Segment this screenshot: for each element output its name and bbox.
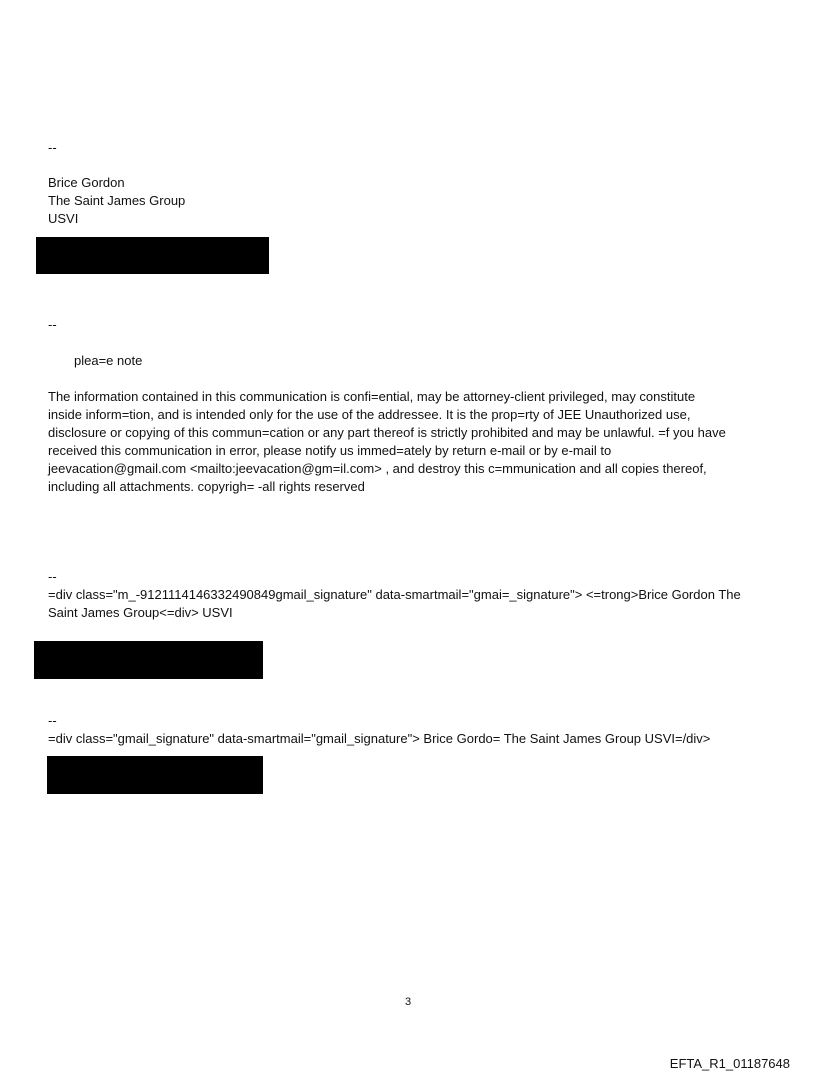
signature-separator: -- bbox=[48, 317, 57, 332]
signature-separator: -- bbox=[48, 569, 57, 584]
redaction-box bbox=[34, 641, 263, 679]
signature-separator: -- bbox=[48, 140, 57, 155]
disclaimer-line: disclosure or copying of this commun=cation or any part thereof is strictly prohibited and may be unlawful. =f you have bbox=[48, 425, 726, 440]
signature-name: Brice Gordon bbox=[48, 175, 125, 190]
note-line: plea=e note bbox=[74, 353, 143, 368]
disclaimer-line: jeevacation@gmail.com <mailto:jeevacation@gm=il.com> , and destroy this c=mmunication and all copies thereof, bbox=[48, 461, 707, 476]
raw-html-line: =div class="m_-9121114146332490849gmail_signature" data-smartmail="gmai=_signature"> <=trong>Brice Gordon The bbox=[48, 587, 741, 602]
redaction-box bbox=[47, 756, 263, 794]
raw-signature-html bbox=[48, 586, 778, 622]
confidentiality-disclaimer bbox=[48, 388, 778, 496]
redaction-box bbox=[36, 237, 269, 274]
raw-html-line: Saint James Group<=div> USVI bbox=[48, 605, 233, 620]
page-number: 3 bbox=[404, 996, 412, 1008]
raw-html-line: =div class="gmail_signature" data-smartmail="gmail_signature"> Brice Gordo= The Saint James Group USVI=/div> bbox=[48, 731, 711, 746]
signature-company: The Saint James Group bbox=[48, 193, 186, 208]
disclaimer-line: including all attachments. copyrigh= -all rights reserved bbox=[48, 479, 365, 494]
disclaimer-line: received this communication in error, please notify us immed=ately by return e-mail or by e-mail to bbox=[48, 443, 612, 458]
disclaimer-line: inside inform=tion, and is intended only for the use of the addressee. It is the prop=rty of JEE Unauthorized use, bbox=[48, 407, 691, 422]
signature-separator: -- bbox=[48, 713, 57, 728]
signature-location: USVI bbox=[48, 211, 79, 226]
document-id: EFTA_R1_01187648 bbox=[669, 1056, 790, 1071]
disclaimer-line: The information contained in this communication is confi=ential, may be attorney-client privileged, may constitute bbox=[48, 389, 696, 404]
